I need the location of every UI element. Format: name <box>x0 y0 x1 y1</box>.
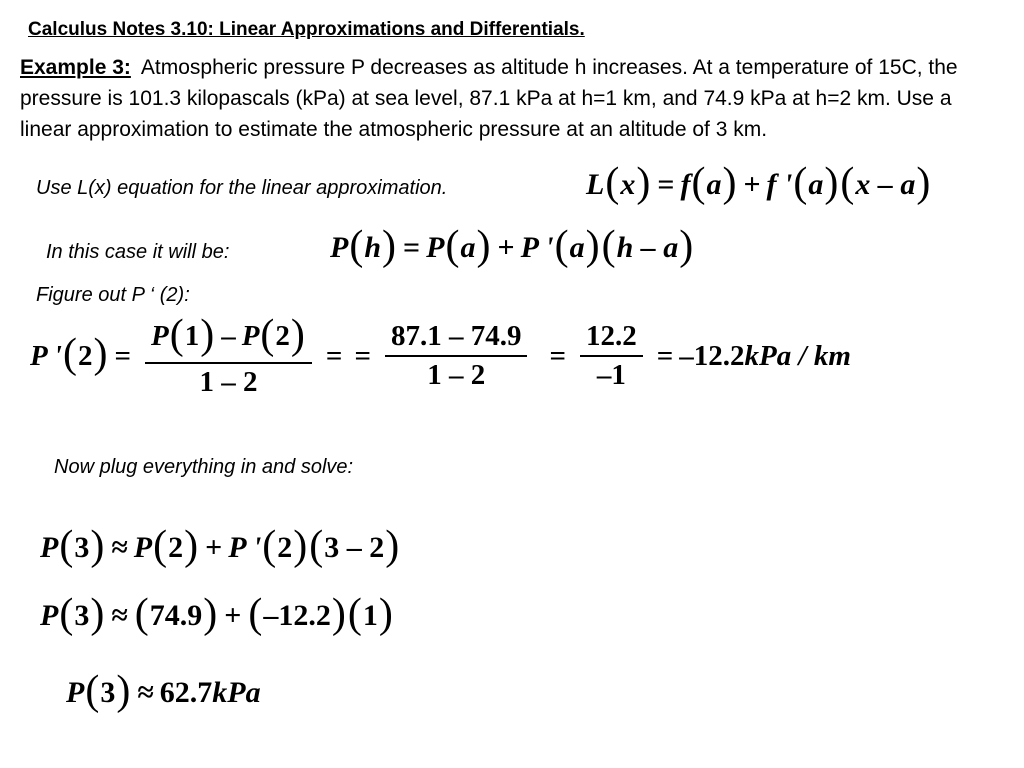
math-symbol: L <box>586 168 605 201</box>
math-number: 1 <box>362 599 378 632</box>
paren: ( <box>169 311 184 358</box>
paren: ( <box>59 591 74 637</box>
paren: ( <box>62 331 77 377</box>
paren: ) <box>385 523 400 569</box>
derivative-result-unit: kPa / km <box>744 339 851 372</box>
math-operator: = <box>403 231 421 264</box>
math-operator: ≈ <box>137 676 154 709</box>
numeric-fraction <box>385 322 528 390</box>
difference-quotient-fraction <box>145 311 312 398</box>
math-symbol: x <box>620 168 636 201</box>
paren: ) <box>382 223 397 269</box>
derivative-computation <box>30 312 851 400</box>
paren: ) <box>93 331 108 377</box>
paren: ( <box>260 311 275 358</box>
math-operator: = <box>114 339 131 372</box>
math-number: –12.2 <box>263 599 331 632</box>
result-unit: kPa <box>212 676 261 709</box>
math-symbol: P <box>40 531 59 564</box>
paren: ) <box>476 223 491 269</box>
paren: ) <box>90 591 105 637</box>
paren: ( <box>554 223 569 269</box>
math-symbol: h – a <box>616 231 679 264</box>
math-operator: = <box>325 339 343 372</box>
paren: ( <box>605 160 620 206</box>
math-symbol: a <box>706 168 722 201</box>
paren: ) <box>290 311 305 358</box>
fraction-denominator: 1 – 2 <box>199 365 258 398</box>
final-result <box>66 668 261 714</box>
math-symbol: h <box>364 231 382 264</box>
paren: ( <box>349 223 364 269</box>
paren: ) <box>90 523 105 569</box>
example-label: Example 3: <box>20 56 131 79</box>
fraction-numerator <box>145 311 312 362</box>
paren: ( <box>153 523 168 569</box>
math-symbol: P <box>66 676 85 709</box>
math-number: 2 <box>77 339 93 372</box>
solve-step-1 <box>40 523 400 569</box>
math-symbol: P ' <box>520 231 554 264</box>
paren: ) <box>293 523 308 569</box>
page-title: Calculus Notes 3.10: Linear Approximations and Differentials. <box>28 19 585 40</box>
math-symbol: P <box>330 231 349 264</box>
note-use-equation: Use L(x) equation for the linear approximation. <box>36 177 448 199</box>
math-operator: = <box>354 339 371 372</box>
math-operator: = <box>656 339 674 372</box>
paren: ( <box>840 160 855 206</box>
math-number: 1 <box>184 320 200 352</box>
paren: ) <box>679 223 694 269</box>
math-symbol: P <box>133 531 153 564</box>
paren: ( <box>691 160 706 206</box>
math-symbol: a <box>808 168 824 201</box>
math-operator: = <box>657 168 675 201</box>
paren: ) <box>916 160 931 206</box>
simplified-fraction <box>580 322 643 390</box>
math-symbol: P ' <box>228 531 262 564</box>
math-symbol: x – a <box>855 168 916 201</box>
math-number: 3 <box>100 676 116 709</box>
paren: ( <box>601 223 616 269</box>
math-symbol: P <box>426 231 445 264</box>
paren: ( <box>134 591 149 637</box>
paren: ( <box>85 668 100 714</box>
math-symbol: f <box>680 168 691 201</box>
paren: ) <box>378 591 393 637</box>
paren: ) <box>116 668 131 714</box>
paren: ( <box>262 523 277 569</box>
math-number: 3 <box>74 599 90 632</box>
fraction-numerator: 87.1 – 74.9 <box>390 320 522 352</box>
paren: ( <box>793 160 808 206</box>
paren: ( <box>59 523 74 569</box>
paren: ) <box>331 591 346 637</box>
general-linearization-formula <box>586 160 931 206</box>
paren: ) <box>184 523 199 569</box>
paren: ) <box>200 311 215 358</box>
result-value: 62.7 <box>159 676 213 709</box>
math-symbol: P <box>150 320 169 352</box>
math-operator: ≈ <box>111 531 128 564</box>
math-operator: + <box>205 531 223 564</box>
math-operator: + <box>497 231 515 264</box>
math-operator: – <box>221 320 236 352</box>
paren: ) <box>585 223 600 269</box>
math-symbol: P ' <box>30 339 62 372</box>
math-number: 2 <box>168 531 184 564</box>
pressure-linearization-formula <box>330 223 694 269</box>
problem-text: Atmospheric pressure P decreases as altitude h increases. At a temperature of 15C, the pressure is 101.3 kilopascals (kPa) at sea level, 87.1 kPa at h=1 km, and 74.9 kPa at h=2 km. Use a linear approximation to estimate the atmospheric pressure at an altitude of 3 km. <box>20 56 958 141</box>
math-number: 74.9 <box>149 599 203 632</box>
math-symbol: P <box>40 599 59 632</box>
math-operator: + <box>743 168 761 201</box>
math-number: 2 <box>277 531 293 564</box>
math-operator: = <box>549 339 567 372</box>
paren: ( <box>347 591 362 637</box>
math-number: 3 <box>74 531 90 564</box>
derivative-result-value: –12.2 <box>679 339 745 372</box>
math-symbol: f ' <box>766 168 793 201</box>
note-in-this-case: In this case it will be: <box>46 241 230 263</box>
math-number: 3 – 2 <box>324 531 385 564</box>
paren: ( <box>445 223 460 269</box>
math-operator: + <box>224 599 242 632</box>
paren: ) <box>722 160 737 206</box>
math-operator: ≈ <box>111 599 128 632</box>
solve-step-2 <box>40 591 394 637</box>
math-symbol: P <box>241 320 260 352</box>
paren: ) <box>203 591 218 637</box>
paren: ( <box>309 523 324 569</box>
paren: ) <box>636 160 651 206</box>
fraction-numerator: 12.2 <box>586 320 637 352</box>
paren: ( <box>248 591 263 637</box>
math-number: 2 <box>275 320 290 352</box>
note-figure-out: Figure out P ‘ (2): <box>36 284 190 306</box>
fraction-denominator: 1 – 2 <box>427 359 486 391</box>
fraction-denominator: –1 <box>596 359 626 391</box>
math-symbol: a <box>569 231 585 264</box>
paren: ) <box>824 160 839 206</box>
math-symbol: a <box>460 231 476 264</box>
problem-statement <box>20 52 1000 145</box>
note-plug-in: Now plug everything in and solve: <box>54 456 354 478</box>
